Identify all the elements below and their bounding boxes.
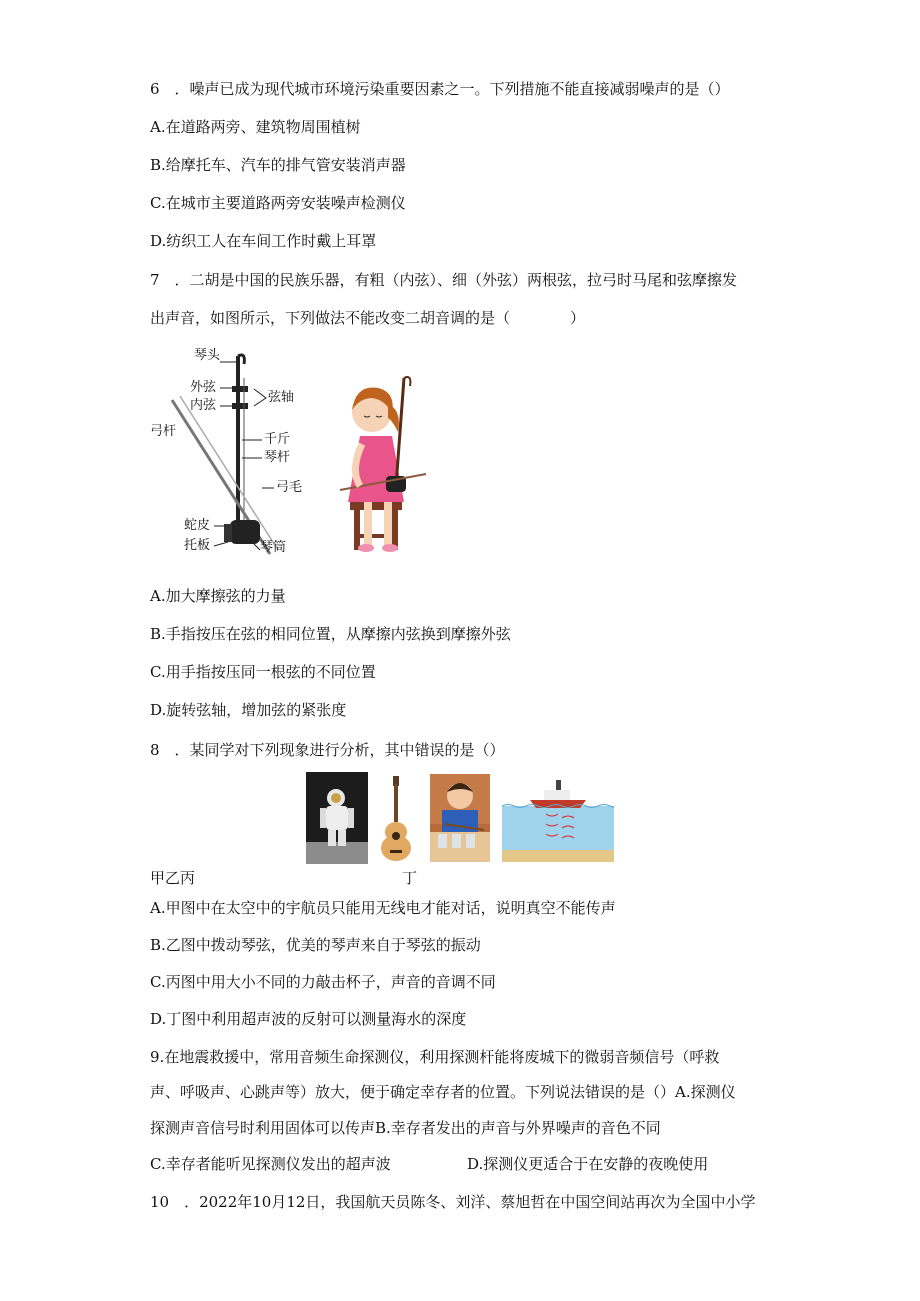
label-waixian: 外弦 (190, 380, 217, 395)
q6-stem: 6 ．噪声已成为现代城市环境污染重要因素之一。下列措施不能直接减弱噪声的是（） (150, 80, 730, 98)
q8-option-a: A.甲图中在太空中的宇航员只能用无线电才能对话，说明真空不能传声 (150, 899, 616, 917)
girl-playing-erhu-image (330, 374, 430, 556)
q7-option-c: C.用手指按压同一根弦的不同位置 (150, 663, 376, 681)
q8-option-d: D.丁图中利用超声波的反射可以测量海水的深度 (150, 1010, 467, 1028)
q10-line1: 10 ．2022年10月12日，我国航天员陈冬、刘洋、蔡旭哲在中国空间站再次为全国中小学 (150, 1193, 756, 1211)
q8-option-c: C.丙图中用大小不同的力敲击杯子，声音的音调不同 (150, 973, 496, 991)
q8-caption-left: 甲乙丙 (150, 869, 196, 887)
q8-caption-right: 丁 (402, 869, 418, 887)
q9-line3: 探测声音信号时利用固体可以传声B.幸存者发出的声音与外界噪声的音色不同 (150, 1119, 661, 1137)
label-neixian: 内弦 (190, 398, 217, 413)
label-tuoban: 托板 (184, 538, 211, 553)
label-qingan: 琴杆 (264, 450, 291, 465)
label-gonggan: 弓杆 (150, 424, 177, 439)
q6-option-d: D.纺织工人在车间工作时戴上耳罩 (150, 232, 377, 250)
guitar-image (378, 776, 414, 862)
q9-line2: 声、呼吸声、心跳声等）放大，便于确定幸存者的位置。下列说法错误的是（）A.探测仪 (150, 1083, 736, 1101)
q6-option-c: C.在城市主要道路两旁安装噪声检测仪 (150, 194, 406, 212)
label-xianzhou: 弦轴 (268, 390, 295, 405)
q7-option-b: B.手指按压在弦的相同位置，从摩擦内弦换到摩擦外弦 (150, 625, 511, 643)
label-qintong: 琴筒 (260, 540, 287, 555)
q8-stem: 8 ．某同学对下列现象进行分析，其中错误的是（） (150, 741, 505, 759)
label-qianjin: 千斤 (264, 432, 291, 447)
q7-stem-line2: 出声音，如图所示，下列做法不能改变二胡音调的是（ ） (150, 309, 586, 327)
label-qintou: 琴头 (194, 348, 221, 363)
q7-option-a: A.加大摩擦弦的力量 (150, 587, 286, 605)
erhu-diagram (150, 348, 315, 560)
label-gongmao: 弓毛 (276, 480, 303, 495)
ship-sonar-image (502, 774, 614, 862)
label-shepi: 蛇皮 (184, 518, 211, 533)
q7-option-d: D.旋转弦轴，增加弦的紧张度 (150, 701, 347, 719)
q6-option-a: A.在道路两旁、建筑物周围植树 (150, 118, 361, 136)
q9-option-c: C.幸存者能听见探测仪发出的超声波 (150, 1155, 391, 1173)
q9-option-d: D.探测仪更适合于在安静的夜晚使用 (467, 1155, 709, 1173)
erhu-diagram-drawing (150, 348, 315, 560)
q6-option-b: B.给摩托车、汽车的排气管安装消声器 (150, 156, 406, 174)
astronaut-image (306, 772, 368, 864)
q8-option-b: B.乙图中拨动琴弦，优美的琴声来自于琴弦的振动 (150, 936, 481, 954)
q9-line1: 9.在地震救援中，常用音频生命探测仪，利用探测杆能将废城下的微弱音频信号（呼救 (150, 1048, 720, 1066)
q7-stem-line1: 7 ．二胡是中国的民族乐器，有粗（内弦）、细（外弦）两根弦，拉弓时马尾和弦摩擦发 (150, 271, 738, 289)
boy-striking-cups-image (430, 774, 490, 862)
